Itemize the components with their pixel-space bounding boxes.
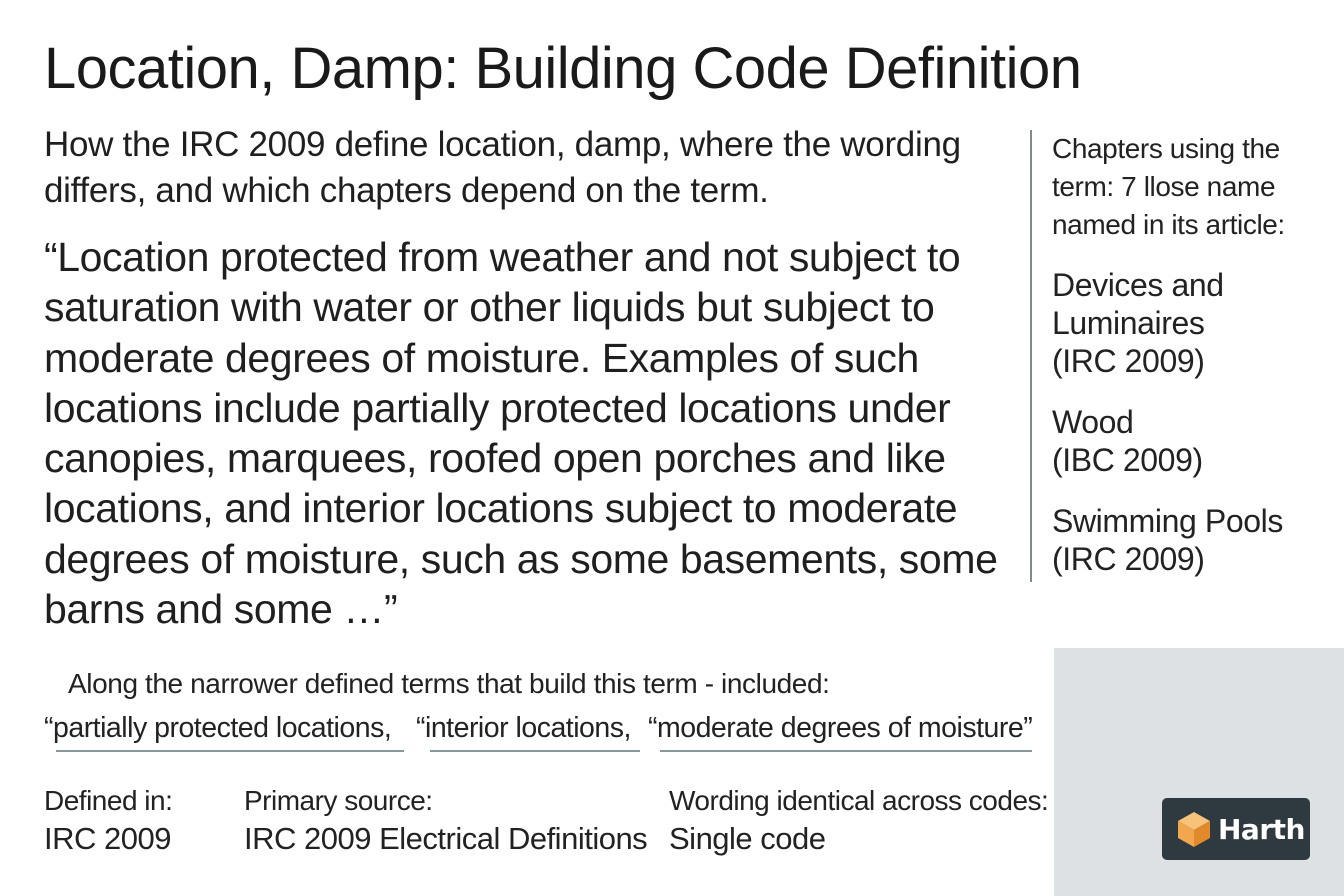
term-underline — [56, 750, 404, 752]
term-link-partially-protected-locations[interactable]: “partially protected locations, — [44, 712, 392, 744]
chapter-name: Devices and Luminaires — [1052, 267, 1224, 341]
term-underline — [430, 750, 640, 752]
wording-identical-value: Single code — [669, 821, 826, 856]
chapter-item-devices-luminaires[interactable] — [1052, 266, 1320, 380]
narrower-terms-row — [44, 708, 1054, 754]
cube-logo-icon — [1174, 809, 1214, 849]
defined-in-value: IRC 2009 — [44, 821, 171, 856]
page-title: Location, Damp: Building Code Definition — [44, 36, 1082, 101]
chapters-sidebar — [1030, 130, 1320, 582]
wording-identical-label: Wording identical across codes: — [669, 785, 1049, 816]
chapter-name: Wood — [1052, 404, 1134, 440]
defined-in-label: Defined in: — [44, 785, 173, 816]
brand-logo-text: Harth — [1218, 812, 1305, 846]
chapter-code: (IRC 2009) — [1052, 343, 1205, 379]
primary-source-value: IRC 2009 Electrical Definitions — [244, 821, 648, 856]
term-underline — [660, 750, 1032, 752]
chapter-item-swimming-pools[interactable] — [1052, 502, 1320, 578]
primary-source-label: Primary source: — [244, 785, 433, 816]
chapter-name: Swimming Pools — [1052, 503, 1283, 539]
term-link-moderate-degrees-of-moisture[interactable]: “moderate degrees of moisture” — [648, 712, 1033, 744]
definition-quote: “Location protected from weather and not subject to saturation with water or other liquids but subject to moderate degrees of moisture. Examples of such locations include partially protected locations under canopies, marquees, roofed open porches and like locations, and interior locations subject to moderate degrees of moisture, such as some basements, some barns and some …” — [44, 234, 998, 633]
chapter-code: (IRC 2009) — [1052, 541, 1205, 577]
term-link-interior-locations[interactable]: “interior locations, — [416, 712, 631, 744]
chapter-list — [1052, 266, 1320, 578]
chapter-code: (IBC 2009) — [1052, 442, 1203, 478]
chapter-item-wood[interactable] — [1052, 403, 1320, 479]
narrower-terms-label: Along the narrower defined terms that build this term - included: — [68, 668, 830, 699]
page-subtitle: How the IRC 2009 define location, damp, where the wording differs, and which chapters depend on the term. — [44, 125, 961, 210]
sidebar-heading: Chapters using the term: 7 llose name named in its article: — [1052, 133, 1285, 240]
brand-logo-badge[interactable] — [1162, 798, 1310, 860]
